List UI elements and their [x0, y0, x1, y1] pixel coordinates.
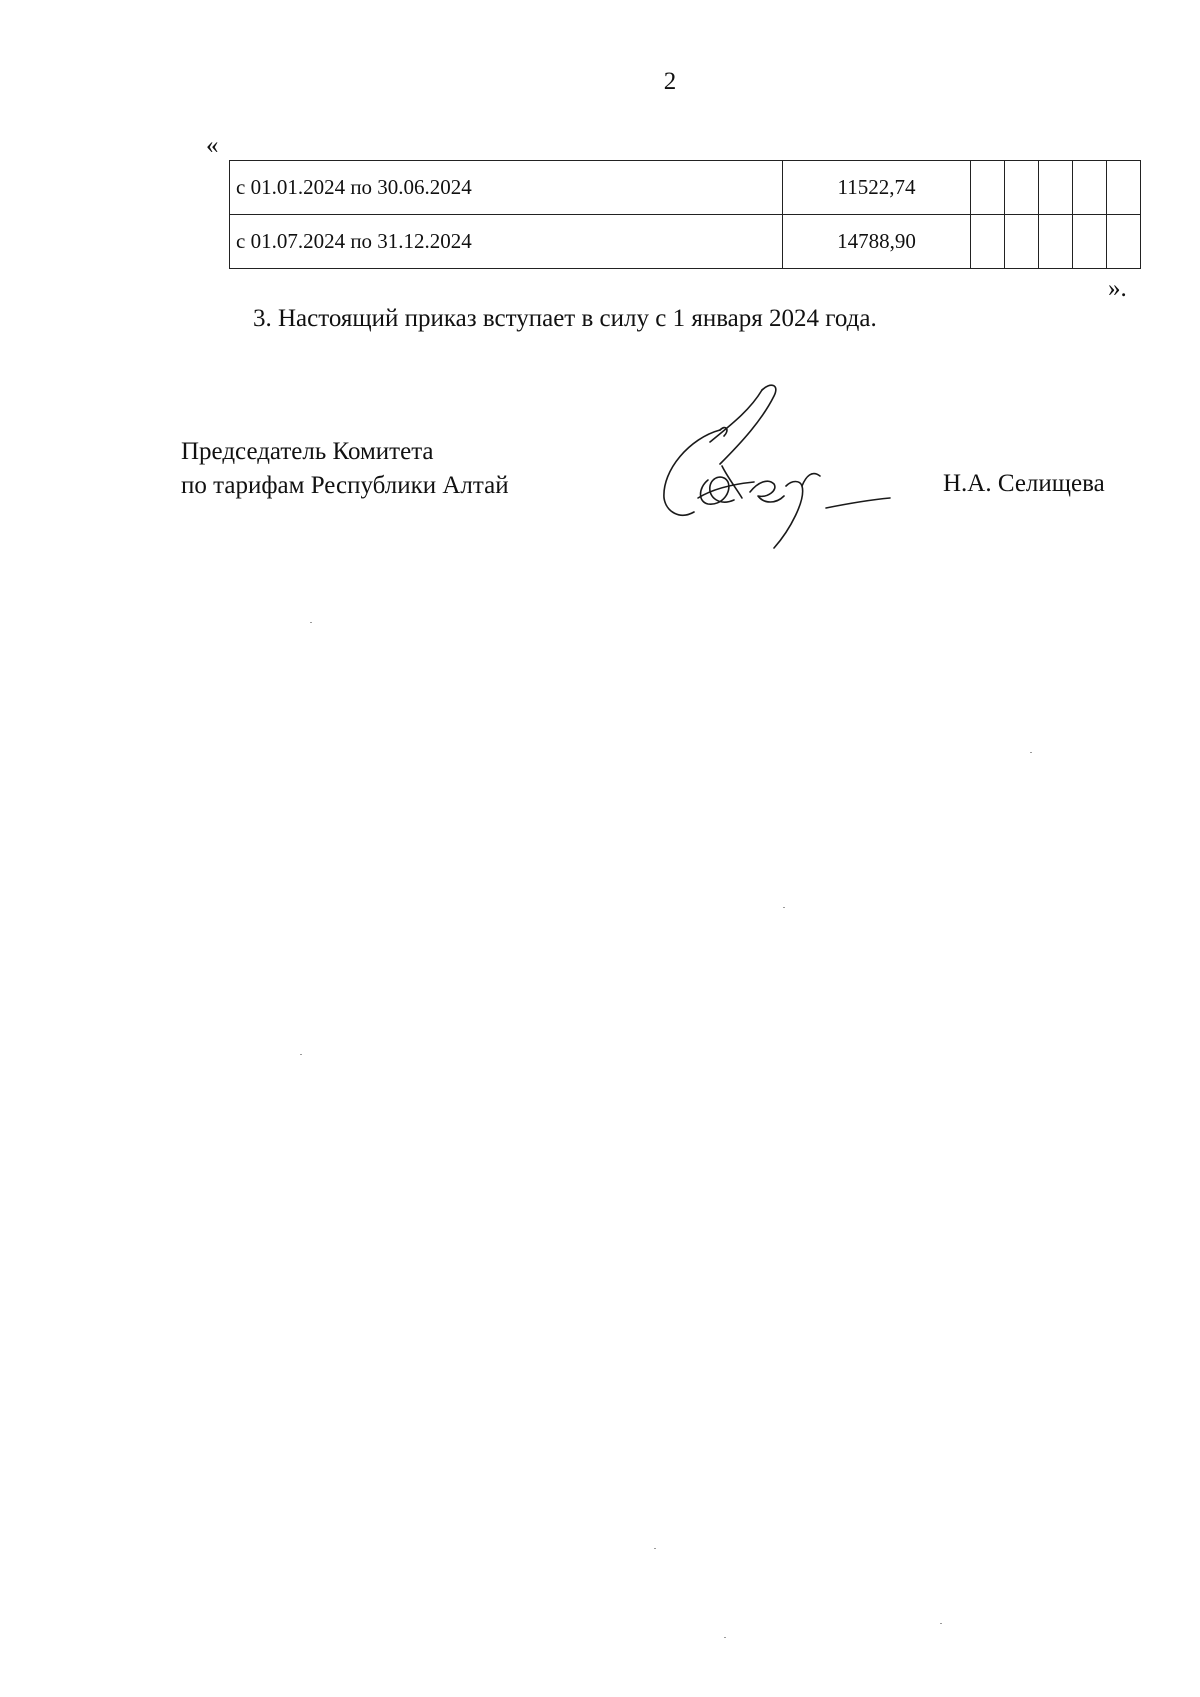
scan-speck: [310, 622, 312, 623]
page-number: 2: [663, 68, 677, 95]
signatory-title-line2: по тарифам Республики Алтай: [181, 472, 509, 499]
period-cell: с 01.01.2024 по 30.06.2024: [230, 161, 783, 215]
value-cell: 11522,74: [783, 161, 971, 215]
table-row: [230, 161, 1141, 215]
signatory-title-line1: Председатель Комитета: [181, 438, 434, 465]
opening-quote: «: [206, 132, 219, 159]
empty-cell: [1039, 215, 1073, 269]
signatory-title: [181, 435, 509, 503]
period-cell: с 01.07.2024 по 31.12.2024: [230, 215, 783, 269]
empty-cell: [1073, 161, 1107, 215]
signature-icon: [650, 380, 920, 560]
empty-cell: [1005, 215, 1039, 269]
empty-cell: [1039, 161, 1073, 215]
table-row: [230, 215, 1141, 269]
empty-cell: [1073, 215, 1107, 269]
empty-cell: [1107, 215, 1141, 269]
closing-quote: ».: [1108, 275, 1127, 302]
clause-text: 3. Настоящий приказ вступает в силу с 1 января 2024 года.: [253, 305, 877, 332]
value-cell: 14788,90: [783, 215, 971, 269]
scan-speck: [1030, 752, 1032, 753]
tariff-table: [229, 160, 1141, 269]
scan-speck: [940, 1623, 942, 1624]
scan-speck: [654, 1548, 656, 1549]
empty-cell: [1107, 161, 1141, 215]
empty-cell: [971, 161, 1005, 215]
empty-cell: [971, 215, 1005, 269]
scan-speck: [300, 1054, 302, 1055]
empty-cell: [1005, 161, 1039, 215]
scan-speck: [724, 1637, 726, 1638]
scan-speck: [783, 907, 785, 908]
signer-name: Н.А. Селищева: [943, 470, 1105, 497]
